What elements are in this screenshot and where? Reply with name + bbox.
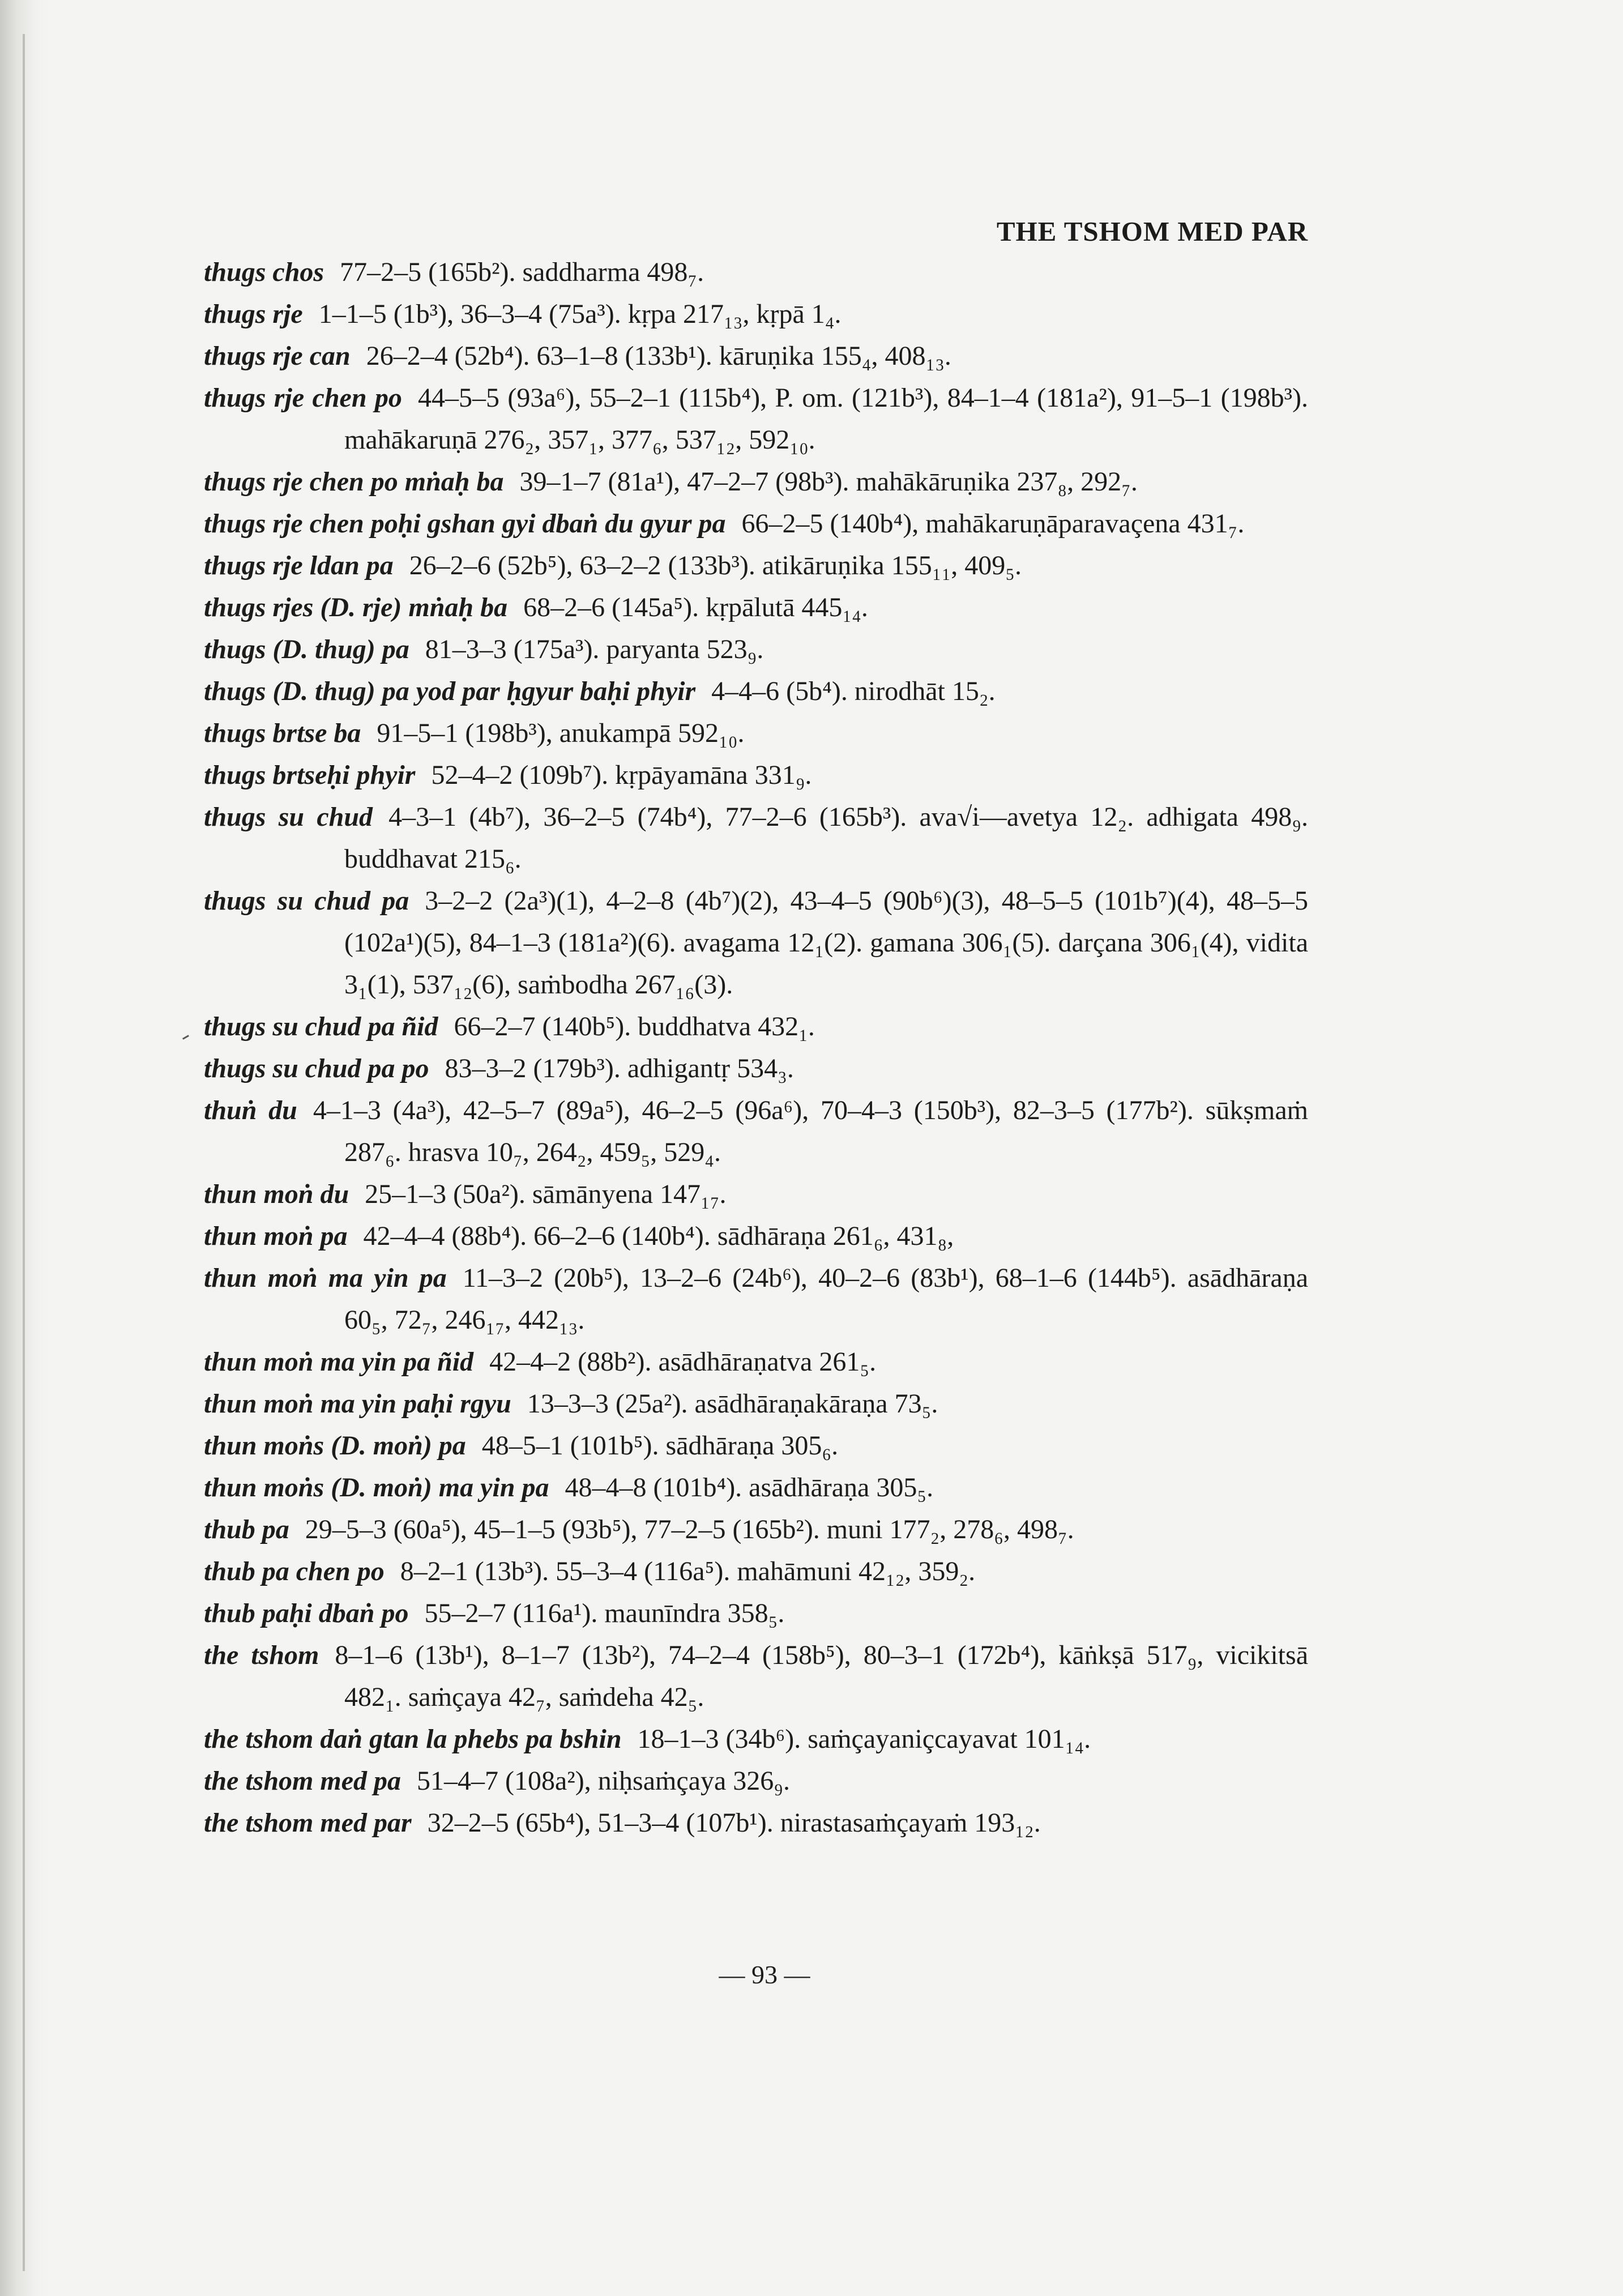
entry-body: 4–1–3 (4a³), 42–5–7 (89a⁵), 46–2–5 (96a⁶), 70–4–3 (150b³), 82–3–5 (177b²). sūkṣmaṁ 287₆. hrasva 10₇, 264₂, 459₅, 529₄.	[313, 1095, 1308, 1167]
entry-body: 11–3–2 (20b⁵), 13–2–6 (24b⁶), 40–2–6 (83b¹), 68–1–6 (144b⁵). asādhāraṇa 60₅, 72₇, 246₁₇, 442₁₃.	[344, 1263, 1309, 1335]
stray-ink-mark	[182, 1035, 189, 1040]
entry-headword: thuṅ du	[204, 1095, 297, 1125]
entry-headword: thugs (D. thug) pa yod par ḥgyur baḥi phyir	[204, 676, 696, 706]
glossary-entry	[204, 629, 1308, 671]
entry-headword: thugs rje can	[204, 341, 351, 371]
glossary-entry	[204, 1173, 1308, 1215]
entry-body: 42–4–2 (88b²). asādhāraṇatva 261₅.	[489, 1347, 877, 1377]
entry-headword: thugs brtse ba	[204, 718, 361, 748]
entry-headword: thugs (D. thug) pa	[204, 634, 409, 664]
entry-body: 8–1–6 (13b¹), 8–1–7 (13b²), 74–2–4 (158b⁵), 80–3–1 (172b⁴), kāṅkṣā 517₉, vicikitsā 482₁. saṁçaya 42₇, saṁdeha 42₅.	[335, 1640, 1308, 1712]
glossary-entries	[204, 251, 1308, 1844]
glossary-entry	[204, 251, 1308, 293]
glossary-entry	[204, 796, 1308, 880]
glossary-entry	[204, 712, 1308, 754]
entry-body: 4–4–6 (5b⁴). nirodhāt 15₂.	[711, 676, 996, 706]
glossary-entry	[204, 377, 1308, 461]
entry-body: 55–2–7 (116a¹). maunīndra 358₅.	[424, 1598, 785, 1628]
entry-body: 81–3–3 (175a³). paryanta 523₉.	[425, 634, 764, 664]
entry-body: 1–1–5 (1b³), 36–3–4 (75a³). kṛpa 217₁₃, kṛpā 1₄.	[318, 299, 842, 329]
entry-headword: thugs su chud pa ñid	[204, 1012, 438, 1042]
glossary-entry	[204, 1425, 1308, 1467]
entry-headword: thugs rjes (D. rje) mṅaḥ ba	[204, 592, 508, 622]
entry-body: 4–3–1 (4b⁷), 36–2–5 (74b⁴), 77–2–6 (165b³). ava√i—avetya 12₂. adhigata 498₉. buddhavat 215₆.	[344, 802, 1309, 874]
glossary-entry	[204, 1760, 1308, 1802]
entry-headword: thugs chos	[204, 257, 324, 287]
entry-body: 48–4–8 (101b⁴). asādhāraṇa 305₅.	[565, 1473, 934, 1503]
entry-body: 25–1–3 (50a²). sāmānyena 147₁₇.	[365, 1179, 727, 1209]
entry-headword: thun moṅ ma yin pa ñid	[204, 1347, 474, 1377]
entry-headword: thugs su chud pa	[204, 886, 409, 916]
entry-body: 68–2–6 (145a⁵). kṛpālutā 445₁₄.	[523, 592, 868, 622]
glossary-entry	[204, 1593, 1308, 1634]
glossary-entry	[204, 461, 1308, 503]
binding-edge	[23, 34, 25, 2271]
glossary-entry	[204, 1090, 1308, 1173]
entry-headword: thugs brtseḥi phyir	[204, 760, 416, 790]
entry-body: 26–2–4 (52b⁴). 63–1–8 (133b¹). kāruṇika 155₄, 408₁₃.	[366, 341, 951, 371]
glossary-entry	[204, 1048, 1308, 1090]
entry-body: 26–2–6 (52b⁵), 63–2–2 (133b³). atikāruṇika 155₁₁, 409₅.	[409, 550, 1022, 581]
entry-headword: thun moṅ ma yin paḥi rgyu	[204, 1389, 511, 1419]
entry-headword: thun moṅs (D. moṅ) pa	[204, 1431, 466, 1461]
entry-body: 83–3–2 (179b³). adhigantṛ 534₃.	[445, 1053, 794, 1083]
entry-headword: thub pa chen po	[204, 1556, 385, 1586]
entry-body: 42–4–4 (88b⁴). 66–2–6 (140b⁴). sādhāraṇa 261₆, 431₈,	[363, 1221, 954, 1251]
entry-headword: thugs rje chen po	[204, 383, 402, 413]
glossary-entry	[204, 1718, 1308, 1760]
entry-body: 52–4–2 (109b⁷). kṛpāyamāna 331₉.	[431, 760, 812, 790]
entry-body: 44–5–5 (93a⁶), 55–2–1 (115b⁴), P. om. (121b³), 84–1–4 (181a²), 91–5–1 (198b³). mahākaruṇā 276₂, 357₁, 377₆, 537₁₂, 592₁₀.	[344, 383, 1308, 455]
glossary-entry	[204, 1341, 1308, 1383]
glossary-entry	[204, 545, 1308, 587]
entry-headword: thugs su chud	[204, 802, 373, 832]
glossary-entry	[204, 880, 1308, 1006]
entry-headword: thun moṅ ma yin pa	[204, 1263, 447, 1293]
entry-body: 8–2–1 (13b³). 55–3–4 (116a⁵). mahāmuni 42₁₂, 359₂.	[400, 1556, 976, 1586]
entry-headword: thugs rje	[204, 299, 303, 329]
entry-headword: the tshom daṅ gtan la phebs pa bshin	[204, 1724, 622, 1754]
book-binding-shadow	[0, 0, 51, 2296]
entry-body: 66–2–5 (140b⁴), mahākaruṇāparavaçena 431₇.	[741, 509, 1245, 539]
entry-body: 13–3–3 (25a²). asādhāraṇakāraṇa 73₅.	[527, 1389, 938, 1419]
entry-headword: the tshom	[204, 1640, 319, 1670]
entry-headword: thun moṅ du	[204, 1179, 349, 1209]
entry-headword: thugs rje ldan pa	[204, 550, 394, 581]
entry-body: 48–5–1 (101b⁵). sādhāraṇa 305₆.	[481, 1431, 839, 1461]
entry-body: 51–4–7 (108a²), niḥsaṁçaya 326₉.	[417, 1766, 790, 1796]
glossary-entry	[204, 587, 1308, 629]
glossary-entry	[204, 335, 1308, 377]
glossary-entry	[204, 1383, 1308, 1425]
glossary-entry	[204, 671, 1308, 712]
glossary-entry	[204, 1467, 1308, 1509]
entry-headword: the tshom med par	[204, 1808, 412, 1838]
glossary-entry	[204, 754, 1308, 796]
glossary-entry	[204, 1006, 1308, 1048]
entry-headword: thun moṅ pa	[204, 1221, 348, 1251]
glossary-entry	[204, 1215, 1308, 1257]
entry-body: 66–2–7 (140b⁵). buddhatva 432₁.	[454, 1012, 815, 1042]
entry-body: 18–1–3 (34b⁶). saṁçayaniçcayavat 101₁₄.	[637, 1724, 1091, 1754]
entry-body: 91–5–1 (198b³), anukampā 592₁₀.	[377, 718, 745, 748]
glossary-entry	[204, 1551, 1308, 1593]
entry-headword: thun moṅs (D. moṅ) ma yin pa	[204, 1473, 549, 1503]
glossary-entry	[204, 1802, 1308, 1844]
entry-headword: thugs rje chen poḥi gshan gyi dbaṅ du gyur pa	[204, 509, 726, 539]
running-head: THE TSHOM MED PAR	[996, 216, 1308, 247]
entry-body: 39–1–7 (81a¹), 47–2–7 (98b³). mahākāruṇika 237₈, 292₇.	[519, 467, 1138, 497]
glossary-entry	[204, 293, 1308, 335]
entry-body: 29–5–3 (60a⁵), 45–1–5 (93b⁵), 77–2–5 (165b²). muni 177₂, 278₆, 498₇.	[305, 1514, 1074, 1544]
entry-headword: thub pa	[204, 1514, 289, 1544]
glossary-entry	[204, 503, 1308, 545]
glossary-entry	[204, 1634, 1308, 1718]
page-number: — 93 —	[719, 1960, 810, 1989]
entry-body: 32–2–5 (65b⁴), 51–3–4 (107b¹). nirastasaṁçayaṁ 193₁₂.	[427, 1808, 1041, 1838]
glossary-entry	[204, 1257, 1308, 1341]
entry-body: 77–2–5 (165b²). saddharma 498₇.	[340, 257, 704, 287]
entry-headword: thugs rje chen po mṅaḥ ba	[204, 467, 504, 497]
glossary-entry	[204, 1509, 1308, 1551]
entry-body: 3–2–2 (2a³)(1), 4–2–8 (4b⁷)(2), 43–4–5 (90b⁶)(3), 48–5–5 (101b⁷)(4), 48–5–5 (102a¹)(5), 84–1–3 (181a²)(6). avagama 12₁(2). gamana 306₁(5). darçana 306₁(4), vidita 3₁(1), 537₁₂(6), saṁbodha 267₁₆(3).	[344, 886, 1308, 1000]
entry-headword: thugs su chud pa po	[204, 1053, 429, 1083]
entry-headword: thub paḥi dbaṅ po	[204, 1598, 409, 1628]
entry-headword: the tshom med pa	[204, 1766, 402, 1796]
